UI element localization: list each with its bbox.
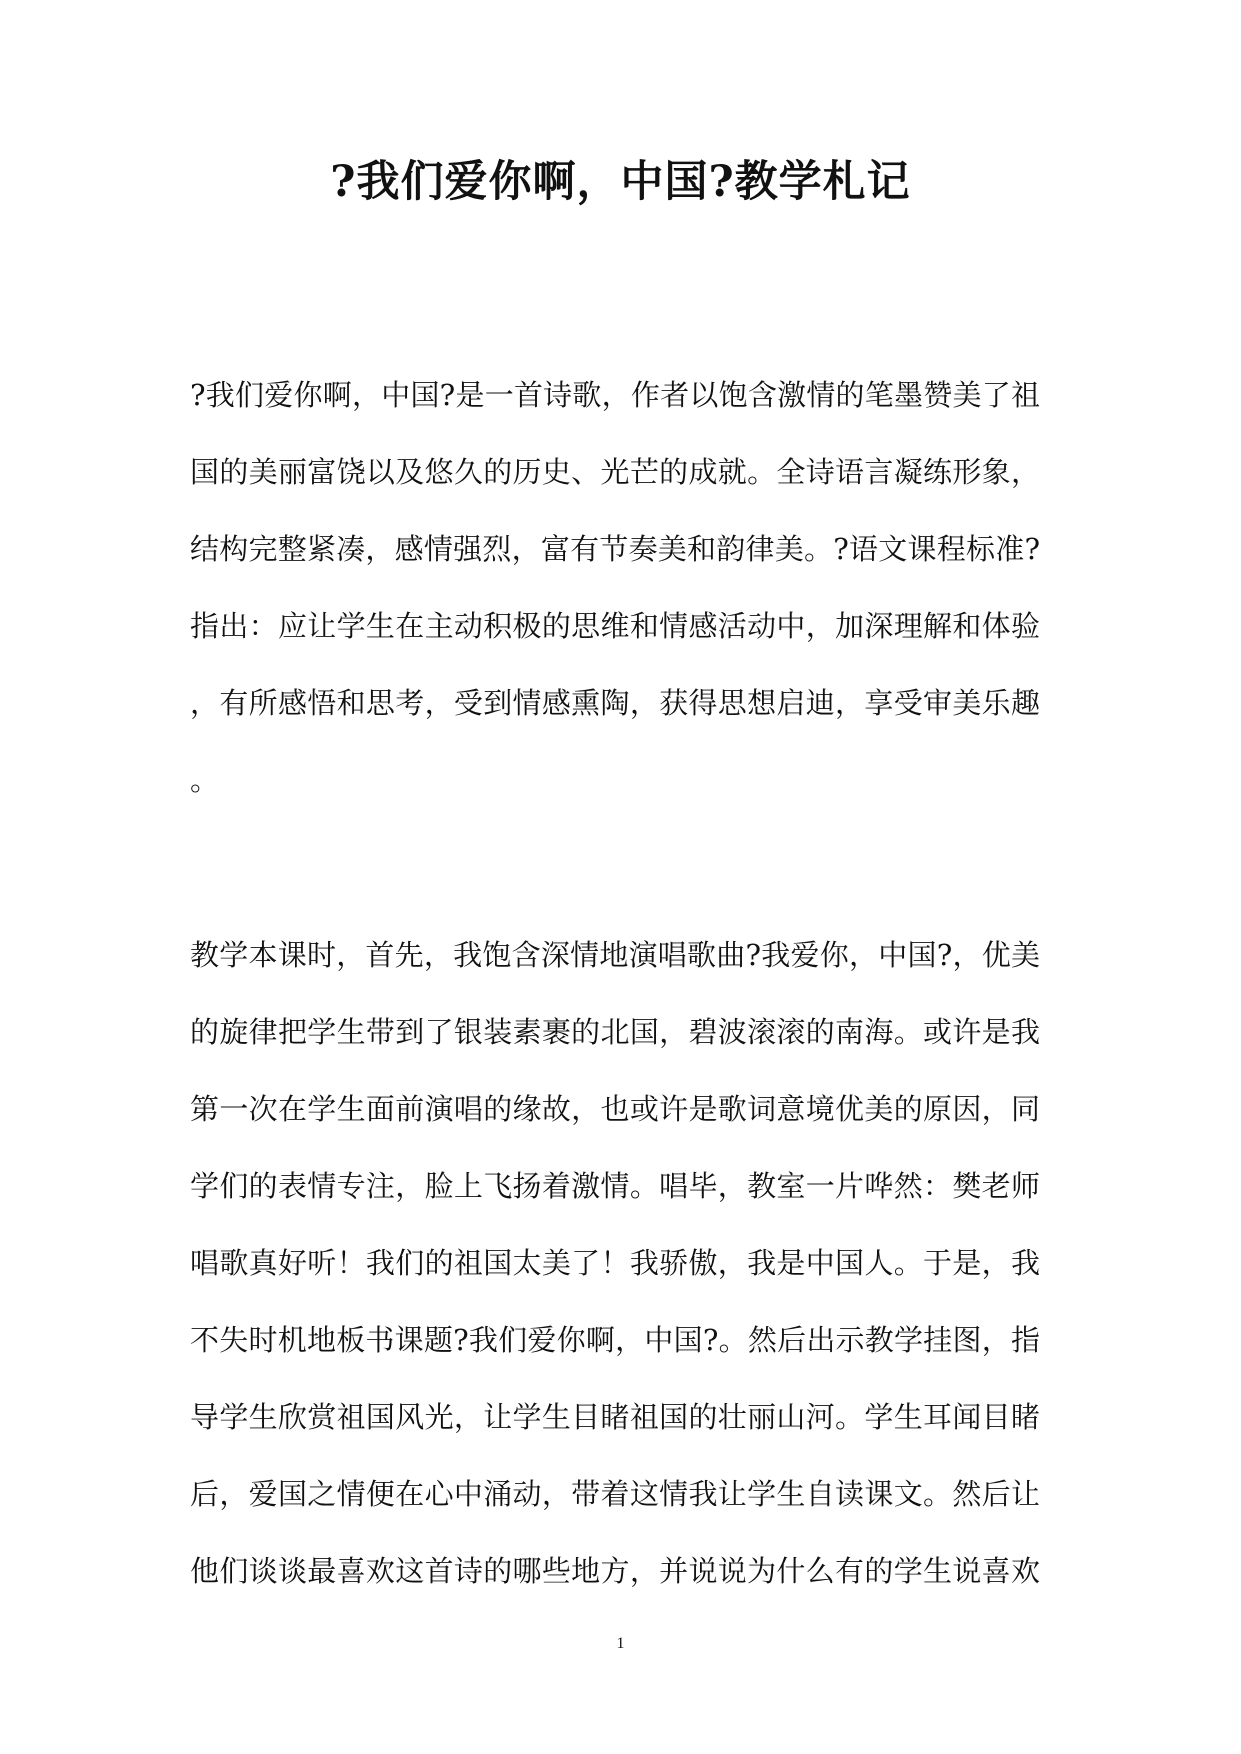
paragraph-line: 指出：应让学生在主动积极的思维和情感活动中，加深理解和体验 <box>190 609 1040 643</box>
paragraph-line: 第一次在学生面前演唱的缘故，也或许是歌词意境优美的原因，同 <box>190 1092 1040 1126</box>
paragraph-line: 结构完整紧凑，感情强烈，富有节奏美和韵律美。?语文课程标准? <box>190 532 1040 566</box>
paragraph-line: 后，爱国之情便在心中涌动，带着这情我让学生自读课文。然后让 <box>190 1477 1040 1511</box>
paragraph-line: 唱歌真好听！我们的祖国太美了！我骄傲，我是中国人。于是，我 <box>190 1246 1040 1280</box>
paragraph-line: 导学生欣赏祖国风光，让学生目睹祖国的壮丽山河。学生耳闻目睹 <box>190 1400 1040 1434</box>
paragraph-line: 。 <box>190 763 220 797</box>
paragraph-line: 不失时机地板书课题?我们爱你啊，中国?。然后出示教学挂图，指 <box>190 1323 1040 1357</box>
paragraph-line: ?我们爱你啊，中国?是一首诗歌，作者以饱含激情的笔墨赞美了祖 <box>190 378 1040 412</box>
paragraph-line: 他们谈谈最喜欢这首诗的哪些地方，并说说为什么有的学生说喜欢 <box>190 1554 1040 1588</box>
paragraph-line: ，有所感悟和思考，受到情感熏陶，获得思想启迪，享受审美乐趣 <box>190 686 1040 720</box>
paragraph-line: 学们的表情专注，脸上飞扬着激情。唱毕，教室一片哗然：樊老师 <box>190 1169 1040 1203</box>
paragraph-line: 的旋律把学生带到了银装素裹的北国，碧波滚滚的南海。或许是我 <box>190 1015 1040 1049</box>
paragraph-line: 教学本课时，首先，我饱含深情地演唱歌曲?我爱你，中国?，优美 <box>190 938 1040 972</box>
page-number: 1 <box>616 1635 625 1652</box>
paragraph-line: 国的美丽富饶以及悠久的历史、光芒的成就。全诗语言凝练形象， <box>190 455 1040 489</box>
document-title: ?我们爱你啊，中国?教学札记 <box>330 157 911 207</box>
